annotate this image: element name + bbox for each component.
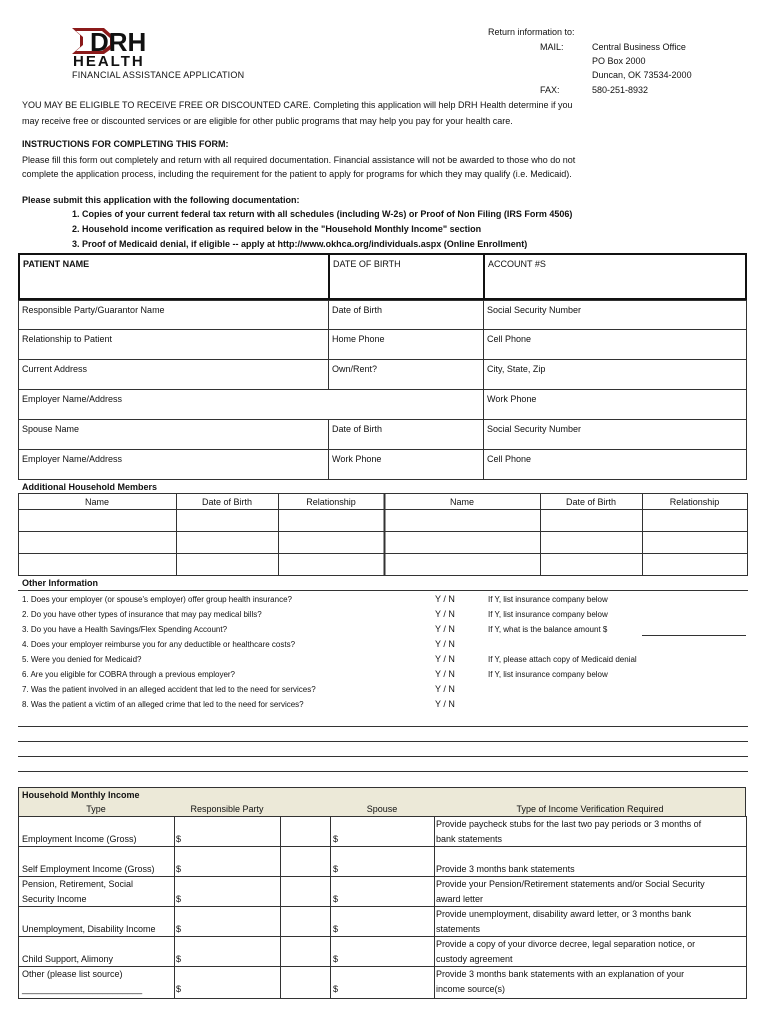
question-4-yn[interactable]: Y / N	[435, 639, 455, 649]
own-rent-cell[interactable]	[328, 359, 484, 390]
spouse-cell-phone-cell[interactable]	[483, 449, 747, 480]
income-row-1-ver-2: bank statements	[436, 834, 503, 844]
income-row-4-responsible-dollar[interactable]: $	[176, 924, 182, 934]
form-title: FINANCIAL ASSISTANCE APPLICATION	[72, 70, 245, 80]
balance-amount-line[interactable]	[642, 635, 746, 636]
income-row-5-ver-2: custody agreement	[436, 954, 513, 964]
income-row-2-ver-1: Provide 3 months bank statements	[436, 864, 575, 874]
question-7-yn[interactable]: Y / N	[435, 684, 455, 694]
question-5: 5. Were you denied for Medicaid?	[22, 655, 142, 664]
question-5-followup: If Y, please attach copy of Medicaid denial	[488, 655, 637, 664]
other-info-title: Other Information	[22, 578, 98, 588]
instructions-title: INSTRUCTIONS FOR COMPLETING THIS FORM:	[22, 139, 229, 149]
notes-line-3[interactable]	[18, 756, 748, 757]
documentation-title: Please submit this application with the following documentation:	[22, 195, 300, 205]
income-header-responsible: Responsible Party	[190, 804, 264, 814]
income-row-4-ver-2: statements	[436, 924, 481, 934]
patient-dob-label: DATE OF BIRTH	[333, 259, 401, 269]
income-row-6-ver-1: Provide 3 months bank statements with an explanation of your	[436, 969, 685, 979]
spouse-ssn-label: Social Security Number	[487, 424, 582, 434]
income-row-3-type-2: Security Income	[22, 894, 87, 904]
question-5-yn[interactable]: Y / N	[435, 654, 455, 664]
question-1-yn[interactable]: Y / N	[435, 594, 455, 604]
hm-header-name-1: Name	[84, 497, 109, 507]
work-phone-label: Work Phone	[487, 394, 537, 404]
employer-address-cell[interactable]	[18, 389, 484, 420]
doc-item-1: 1. Copies of your current federal tax return with all schedules (including W-2s) or Proof of Non Filing (IRS Form 4506)	[72, 209, 573, 219]
income-row-6-responsible-dollar[interactable]: $	[176, 984, 182, 994]
guarantor-dob-label: Date of Birth	[332, 305, 383, 315]
fax-number: 580-251-8932	[592, 85, 649, 95]
relationship-cell[interactable]	[18, 329, 329, 360]
notes-line-4[interactable]	[18, 771, 748, 772]
income-row-2-type: Self Employment Income (Gross)	[22, 864, 155, 874]
income-row-2-responsible-dollar[interactable]: $	[176, 864, 182, 874]
patient-dob-cell[interactable]	[328, 253, 485, 300]
income-row-1-type: Employment Income (Gross)	[22, 834, 137, 844]
instructions-line-2: complete the application process, including the requirement for the patient to apply for programs for which they may qualify (i.e. Medicaid).	[22, 169, 572, 179]
income-row-6-spouse-dollar[interactable]: $	[333, 984, 339, 994]
spouse-dob-label: Date of Birth	[332, 424, 383, 434]
hm-header-relationship-2: Relationship	[669, 497, 720, 507]
doc-item-3: 3. Proof of Medicaid denial, if eligible -- apply at http://www.okhca.org/individuals.aspx (Online Enrollment)	[72, 239, 528, 249]
income-row-6-ver-2: income source(s)	[436, 984, 506, 994]
income-row-5-ver-1: Provide a copy of your divorce decree, legal separation notice, or	[436, 939, 696, 949]
guarantor-name-cell[interactable]	[18, 300, 329, 330]
income-row-2-spouse-dollar[interactable]: $	[333, 864, 339, 874]
instructions-line-1: Please fill this form out completely and return with all required documentation. Financial assistance will not be awarded to those who do not	[22, 155, 576, 165]
income-row-4-type: Unemployment, Disability Income	[22, 924, 156, 934]
own-rent-label: Own/Rent?	[332, 364, 378, 374]
hm-header-dob-2: Date of Birth	[565, 497, 617, 507]
hm-header-relationship-1: Relationship	[306, 497, 356, 507]
relationship-label: Relationship to Patient	[22, 334, 113, 344]
income-row-1-responsible-dollar[interactable]: $	[176, 834, 182, 844]
spouse-name-cell[interactable]	[18, 419, 329, 450]
question-1: 1. Does your employer (or spouse's employer) offer group health insurance?	[22, 595, 292, 604]
cell-phone-cell[interactable]	[483, 329, 747, 360]
question-2-followup: If Y, list insurance company below	[488, 610, 608, 619]
income-row-5-type: Child Support, Alimony	[22, 954, 114, 964]
spouse-work-phone-cell[interactable]	[328, 449, 484, 480]
patient-name-cell[interactable]	[18, 253, 330, 300]
guarantor-dob-cell[interactable]	[328, 300, 484, 330]
spouse-work-phone-label: Work Phone	[332, 454, 382, 464]
guarantor-ssn-label: Social Security Number	[487, 305, 582, 315]
income-row-3-type-1: Pension, Retirement, Social	[22, 879, 134, 889]
mail-line-1: Central Business Office	[592, 42, 686, 52]
income-row-6-type-1: Other (please list source)	[22, 969, 123, 979]
cell-phone-label: Cell Phone	[487, 334, 532, 344]
income-row-3-responsible-dollar[interactable]: $	[176, 894, 182, 904]
question-2-yn[interactable]: Y / N	[435, 609, 455, 619]
household-members-grid[interactable]	[18, 493, 748, 576]
income-title: Household Monthly Income	[22, 790, 140, 800]
account-label: ACCOUNT #S	[488, 259, 546, 269]
income-header-type: Type	[86, 804, 106, 814]
doc-item-2: 2. Household income verification as required below in the "Household Monthly Income" section	[72, 224, 482, 234]
city-state-zip-cell[interactable]	[483, 359, 747, 390]
notes-line-2[interactable]	[18, 741, 748, 742]
question-6-yn[interactable]: Y / N	[435, 669, 455, 679]
home-phone-cell[interactable]	[328, 329, 484, 360]
spouse-employer-cell[interactable]	[18, 449, 329, 480]
notes-line-1[interactable]	[18, 726, 748, 727]
spouse-dob-cell[interactable]	[328, 419, 484, 450]
question-8-yn[interactable]: Y / N	[435, 699, 455, 709]
return-title: Return information to:	[488, 27, 575, 37]
hm-header-dob-1: Date of Birth	[201, 497, 253, 507]
home-phone-label: Home Phone	[332, 334, 385, 344]
question-7: 7. Was the patient involved in an alleged accident that led to the need for services?	[22, 685, 316, 694]
question-3-yn[interactable]: Y / N	[435, 624, 455, 634]
question-6-followup: If Y, list insurance company below	[488, 670, 608, 679]
income-row-4-spouse-dollar[interactable]: $	[333, 924, 339, 934]
spouse-name-label: Spouse Name	[22, 424, 80, 434]
spouse-cell-phone-label: Cell Phone	[487, 454, 532, 464]
current-address-label: Current Address	[22, 364, 88, 374]
income-header-verification: Type of Income Verification Required	[516, 804, 664, 814]
fax-label: FAX:	[540, 85, 560, 95]
income-row-4-ver-1: Provide unemployment, disability award letter, or 3 months bank	[436, 909, 692, 919]
employer-address-label: Employer Name/Address	[22, 394, 123, 404]
logo-text-bottom: HEALTH	[73, 53, 145, 68]
question-6: 6. Are you eligible for COBRA through a previous employer?	[22, 670, 236, 679]
question-3: 3. Do you have a Health Savings/Flex Spending Account?	[22, 625, 228, 634]
mail-line-3: Duncan, OK 73534-2000	[592, 70, 692, 80]
current-address-cell[interactable]	[18, 359, 329, 390]
logo-text-top: DRH	[90, 27, 147, 57]
income-row-1-ver-1: Provide paycheck stubs for the last two pay periods or 3 months of	[436, 819, 702, 829]
spouse-employer-label: Employer Name/Address	[22, 454, 123, 464]
guarantor-ssn-cell[interactable]	[483, 300, 747, 330]
work-phone-cell[interactable]	[483, 389, 747, 420]
city-state-zip-label: City, State, Zip	[487, 364, 546, 374]
income-row-5-spouse-dollar[interactable]: $	[333, 954, 339, 964]
mail-line-2: PO Box 2000	[592, 56, 646, 66]
patient-name-label: PATIENT NAME	[23, 259, 90, 269]
spouse-ssn-cell[interactable]	[483, 419, 747, 450]
intro-line-1: YOU MAY BE ELIGIBLE TO RECEIVE FREE OR DISCOUNTED CARE. Completing this application will help DRH Health determine if you	[22, 100, 573, 110]
mail-label: MAIL:	[540, 42, 564, 52]
question-1-followup: If Y, list insurance company below	[488, 595, 608, 604]
drh-health-logo	[70, 26, 182, 68]
income-row-3-spouse-dollar[interactable]: $	[333, 894, 339, 904]
income-row-3-ver-1: Provide your Pension/Retirement statements and/or Social Security	[436, 879, 705, 889]
hm-header-name-2: Name	[449, 497, 474, 507]
question-2: 2. Do you have other types of insurance that may pay medical bills?	[22, 610, 262, 619]
question-4: 4. Does your employer reimburse you for any deductible or healthcare costs?	[22, 640, 296, 649]
household-members-title: Additional Household Members	[22, 482, 158, 492]
income-header-spouse: Spouse	[366, 804, 398, 814]
question-3-followup: If Y, what is the balance amount $	[488, 625, 608, 634]
income-row-3-ver-2: award letter	[436, 894, 484, 904]
account-cell[interactable]	[483, 253, 747, 300]
guarantor-name-label: Responsible Party/Guarantor Name	[22, 305, 165, 315]
income-row-5-responsible-dollar[interactable]: $	[176, 954, 182, 964]
income-row-1-spouse-dollar[interactable]: $	[333, 834, 339, 844]
question-8: 8. Was the patient a victim of an alleged crime that led to the need for services?	[22, 700, 304, 709]
income-row-6-source-line[interactable]: ________________________	[22, 984, 143, 994]
intro-line-2: may receive free or discounted services or are eligible for other public programs that may help you pay for your health care.	[22, 116, 513, 126]
